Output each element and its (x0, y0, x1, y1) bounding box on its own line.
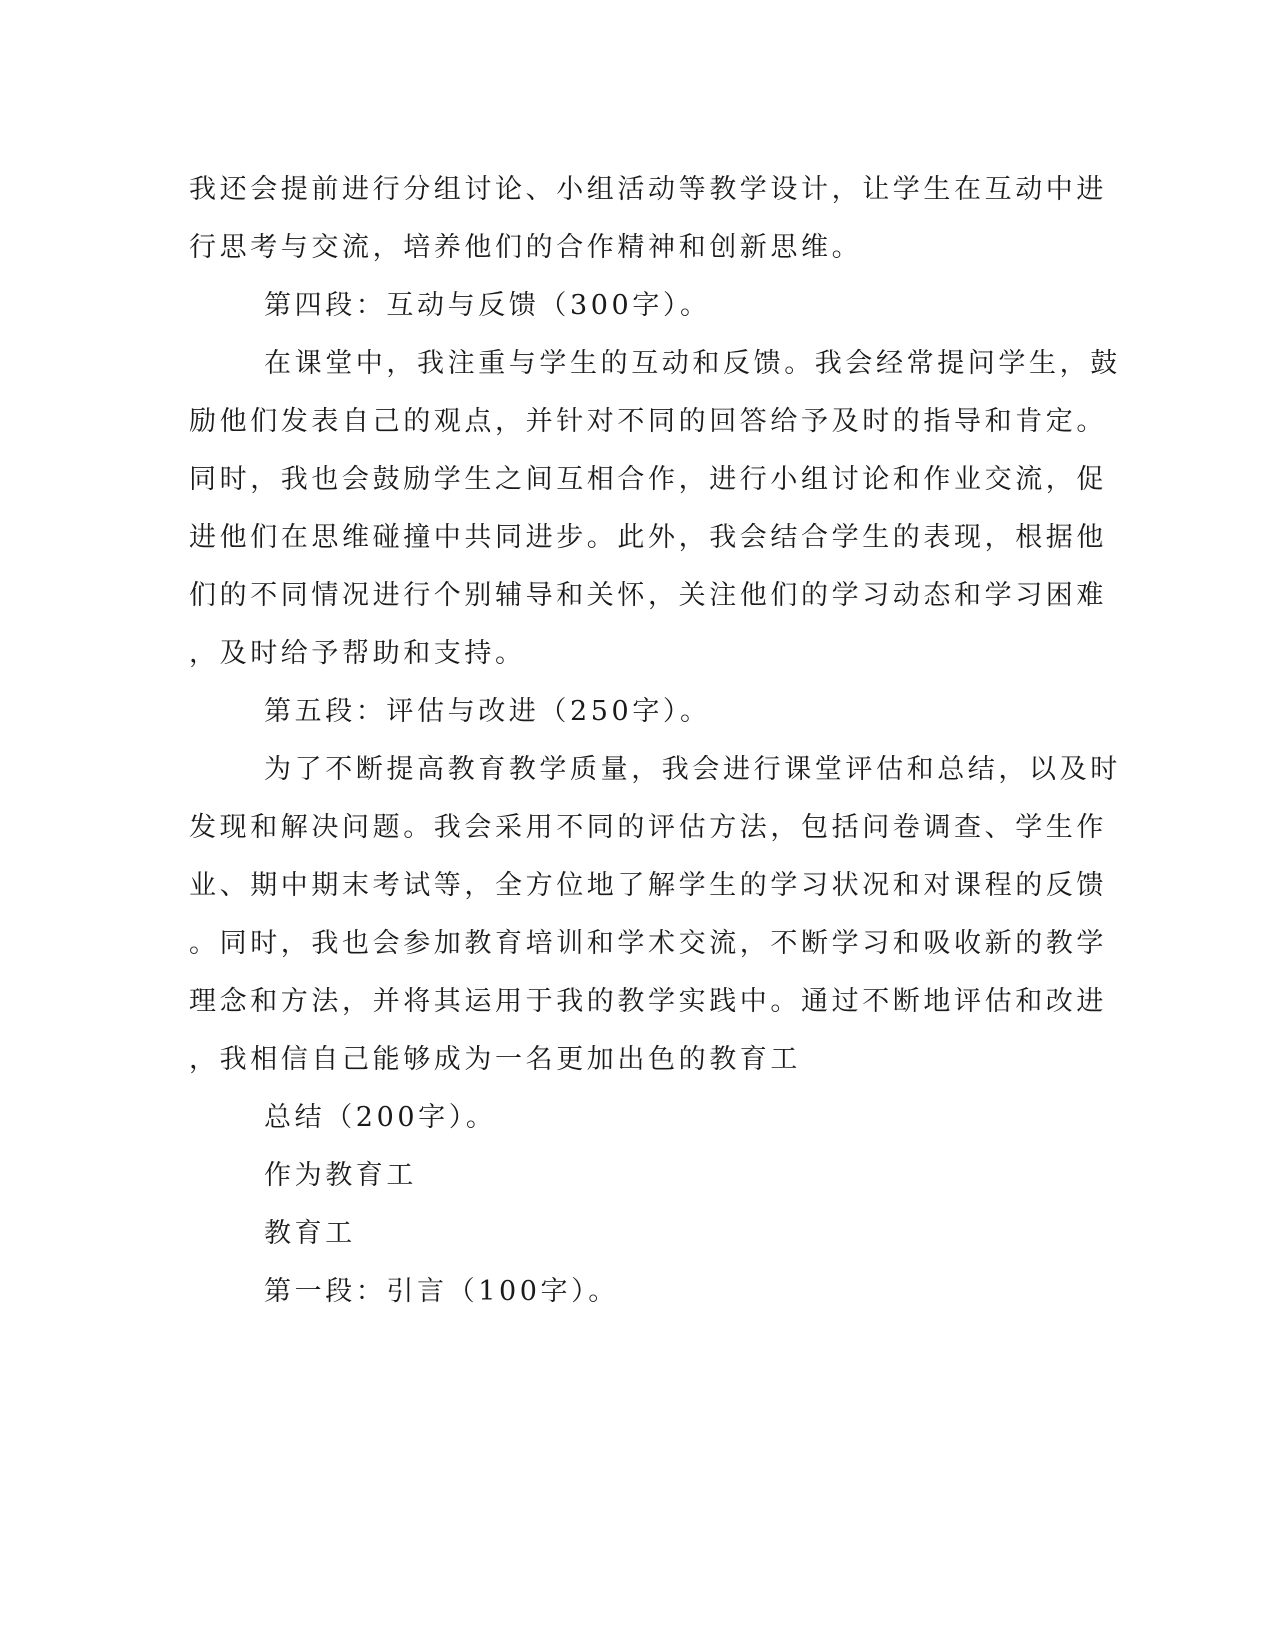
section-heading: 第四段：互动与反馈（300字）。 (264, 290, 711, 321)
paragraph-line: 发现和解决问题。我会采用不同的评估方法，包括问卷调查、学生作 (189, 812, 1107, 843)
paragraph-line: 为了不断提高教育教学质量，我会进行课堂评估和总结，以及时 (264, 754, 1121, 785)
paragraph-line: 。同时，我也会参加教育培训和学术交流，不断学习和吸收新的教学 (189, 928, 1107, 959)
paragraph-line: 作为教育工 (264, 1160, 417, 1191)
paragraph-line: 教育工 (264, 1218, 356, 1249)
paragraph-line: 业、期中期末考试等，全方位地了解学生的学习状况和对课程的反馈 (189, 870, 1107, 901)
paragraph-line: 们的不同情况进行个别辅导和关怀，关注他们的学习动态和学习困难 (189, 580, 1107, 611)
section-heading: 第五段：评估与改进（250字）。 (264, 696, 711, 727)
section-heading: 第一段：引言（100字）。 (264, 1276, 619, 1307)
paragraph-line: ，及时给予帮助和支持。 (189, 638, 526, 669)
paragraph-line: 同时，我也会鼓励学生之间互相合作，进行小组讨论和作业交流，促 (189, 464, 1107, 495)
paragraph-line: 理念和方法，并将其运用于我的教学实践中。通过不断地评估和改进 (189, 986, 1107, 1017)
paragraph-line: 进他们在思维碰撞中共同进步。此外，我会结合学生的表现，根据他 (189, 522, 1107, 553)
paragraph-line: 我还会提前进行分组讨论、小组活动等教学设计，让学生在互动中进 (189, 174, 1107, 205)
section-heading: 总结（200字）。 (264, 1102, 497, 1133)
paragraph-line: ，我相信自己能够成为一名更加出色的教育工 (189, 1044, 801, 1075)
paragraph-line: 励他们发表自己的观点，并针对不同的回答给予及时的指导和肯定。 (189, 406, 1107, 437)
paragraph-line: 行思考与交流，培养他们的合作精神和创新思维。 (189, 232, 863, 263)
paragraph-line: 在课堂中，我注重与学生的互动和反馈。我会经常提问学生，鼓 (264, 348, 1121, 379)
